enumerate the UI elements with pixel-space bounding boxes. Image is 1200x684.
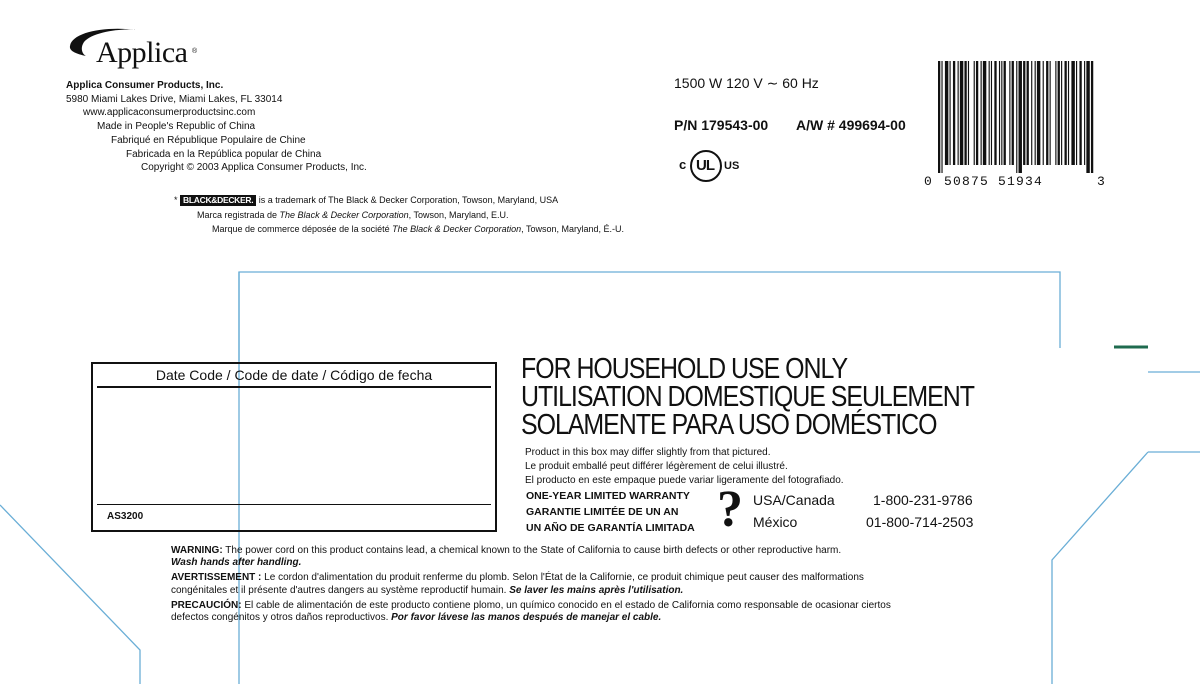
ul-certification-icon (679, 148, 751, 184)
trademark-line-en (174, 193, 558, 207)
precaucion-line2 (171, 612, 661, 625)
barcode-bar (1091, 61, 1093, 173)
barcode-bar (968, 61, 969, 165)
made-in-es: Fabricada en la República popular de China (126, 149, 322, 160)
artwork-number: A/W # 499694-00 (796, 117, 906, 133)
logo-wordmark: Applica (96, 36, 188, 69)
trademark-es-prefix: Marca registrada de (197, 210, 280, 220)
trademark-asterisk: * (174, 195, 178, 205)
barcode-digit-right: 3 (1097, 174, 1105, 189)
precaucion-label: PRECAUCIÓN: (171, 600, 242, 611)
barcode-bar (1027, 61, 1029, 165)
barcode-bar (1037, 61, 1040, 165)
part-number: P/N 179543-00 (674, 117, 769, 133)
trademark-fr-prefix: Marque de commerce déposée de la société (212, 224, 393, 234)
barcode-bar (1079, 61, 1081, 165)
barcode-bar (1009, 61, 1010, 165)
warranty-en: ONE-YEAR LIMITED WARRANTY (526, 490, 690, 502)
trademark-text-en: is a trademark of The Black & Decker Corporation, Towson, Maryland, USA (258, 195, 559, 205)
date-code-divider (97, 386, 491, 388)
barcode-bar (964, 61, 966, 165)
black-decker-logo: BLACK&DECKER. (180, 195, 256, 206)
trademark-fr-company: The Black & Decker Corporation (392, 224, 522, 234)
warning-label: WARNING: (171, 545, 223, 556)
company-address: 5980 Miami Lakes Drive, Miami Lakes, FL 33014 (66, 94, 283, 105)
phone-usa-canada: 1-800-231-9786 (873, 492, 973, 508)
phone-mexico: 01-800-714-2503 (866, 514, 974, 530)
barcode-digits-middle: 50875 51934 (944, 174, 1044, 189)
power-rating: 1500 W 120 V ∼ 60 Hz (674, 75, 819, 91)
region-mexico: México (753, 514, 798, 530)
warning-text: The power cord on this product contains lead, a chemical known to the State of California to cause birth defects or other reproductive harm. (222, 545, 842, 556)
disclaimer-es: El producto en este empaque puede variar ligeramente del fotografiado. (525, 475, 844, 486)
barcode-bar (1023, 61, 1025, 165)
barcode-bars-icon (936, 61, 1098, 173)
ul-c-mark: c (679, 157, 687, 172)
barcode-bar (1065, 61, 1067, 165)
barcode-bar (953, 61, 955, 165)
warranty-es: UN AÑO DE GARANTÍA LIMITADA (526, 522, 695, 534)
barcode-bar (999, 61, 1000, 165)
barcode-bar (1004, 61, 1006, 165)
barcode-bar (989, 61, 990, 165)
date-code-box (91, 362, 497, 532)
barcode-bar (1076, 61, 1077, 165)
trademark-es-company: The Black & Decker Corporation (279, 210, 409, 220)
model-number: AS3200 (107, 511, 144, 522)
date-code-title: Date Code / Code de date / Código de fecha (155, 367, 433, 383)
household-use-fr: UTILISATION DOMESTIQUE SEULEMENT (521, 381, 974, 413)
precaucion-line1 (171, 600, 891, 613)
barcode-bar (1035, 61, 1036, 165)
barcode-bar (994, 61, 996, 165)
barcode-bar (958, 61, 959, 165)
date-code-bottom-divider (97, 504, 491, 505)
household-use-en: FOR HOUSEHOLD USE ONLY (521, 353, 848, 385)
trademark-es-suffix: , Towson, Maryland, E.U. (408, 210, 509, 220)
barcode-bar (1016, 61, 1017, 173)
barcode-bar (1061, 61, 1062, 165)
barcode-bar (1050, 61, 1051, 165)
precaucion-text1: El cable de alimentación de este producto contiene plomo, un químico conocido en el estado de California como responsable de ocasionar ciertos (241, 600, 891, 611)
disclaimer-fr: Le produit emballé peut différer légèrement de celui illustré. (525, 461, 788, 472)
barcode-bar (991, 61, 992, 165)
barcode-bar (1084, 61, 1085, 165)
ul-us-mark: US (724, 160, 740, 172)
avertissement-wash-hands: Se laver les mains après l'utilisation. (506, 585, 684, 596)
company-website: www.applicaconsumerproductsinc.com (83, 107, 256, 118)
trademark-line-es (197, 208, 508, 222)
barcode-bar (1001, 61, 1002, 165)
ul-circle-icon (679, 148, 751, 184)
made-in-fr: Fabriqué en République Populaire de Chine (111, 135, 306, 146)
avertissement-text2: congénitales et il présente d'autres dangers au système reproductif humain. (171, 585, 507, 596)
help-question-icon: ? (717, 481, 743, 538)
barcode-bar (976, 61, 978, 165)
barcode-bar (1012, 61, 1014, 165)
household-use-es: SOLAMENTE PARA USO DOMÉSTICO (521, 409, 937, 441)
applica-logo (66, 24, 206, 74)
barcode-bar (1043, 61, 1044, 165)
barcode-bar (1071, 61, 1074, 165)
trademark-fr-suffix: , Towson, Maryland, É.-U. (521, 224, 625, 234)
barcode-bar (1058, 61, 1060, 165)
barcode-bar (981, 61, 982, 165)
copyright-line: Copyright © 2003 Applica Consumer Products, Inc. (141, 162, 367, 173)
dieline-right-diagonal (1052, 452, 1148, 684)
avertissement-label: AVERTISSEMENT : (171, 572, 262, 583)
barcode-bar (1019, 61, 1022, 173)
precaucion-text2: defectos congénitos y otros daños reproductivos. (171, 612, 389, 623)
barcode-digit-left: 0 (924, 174, 932, 189)
barcode-bar (1086, 61, 1089, 173)
barcode-bar (950, 61, 951, 165)
avertissement-text1: Le cordon d'alimentation du produit renferme du plomb. Selon l'État de la Californie, ce produit chimique peut causer des malformations (261, 572, 864, 583)
warning-wash-hands: Wash hands after handling. (171, 557, 302, 568)
avertissement-line2 (171, 585, 683, 598)
warning-en (171, 545, 841, 558)
barcode-bar (974, 61, 975, 165)
barcode-bar (941, 61, 942, 173)
made-in-en: Made in People's Republic of China (97, 121, 256, 132)
barcode-bar (983, 61, 986, 165)
barcode-bar (1031, 61, 1032, 165)
precaucion-wash-hands: Por favor lávese las manos después de manejar el cable. (388, 612, 662, 623)
trademark-line-fr (212, 222, 624, 236)
disclaimer-en: Product in this box may differ slightly from that pictured. (525, 447, 771, 458)
barcode-bar (1068, 61, 1069, 165)
barcode-bar (945, 61, 948, 165)
barcode-bar (1055, 61, 1056, 165)
upc-barcode (936, 61, 1098, 175)
logo-registered-mark: ® (192, 48, 198, 55)
barcode-bar (960, 61, 963, 165)
company-name: Applica Consumer Products, Inc. (66, 80, 224, 91)
barcode-bar (938, 61, 940, 173)
ul-letters: UL (696, 157, 714, 174)
avertissement-line1 (171, 572, 864, 585)
region-usa-canada: USA/Canada (753, 492, 835, 508)
warranty-fr: GARANTIE LIMITÉE DE UN AN (526, 506, 679, 518)
barcode-bar (1046, 61, 1048, 165)
